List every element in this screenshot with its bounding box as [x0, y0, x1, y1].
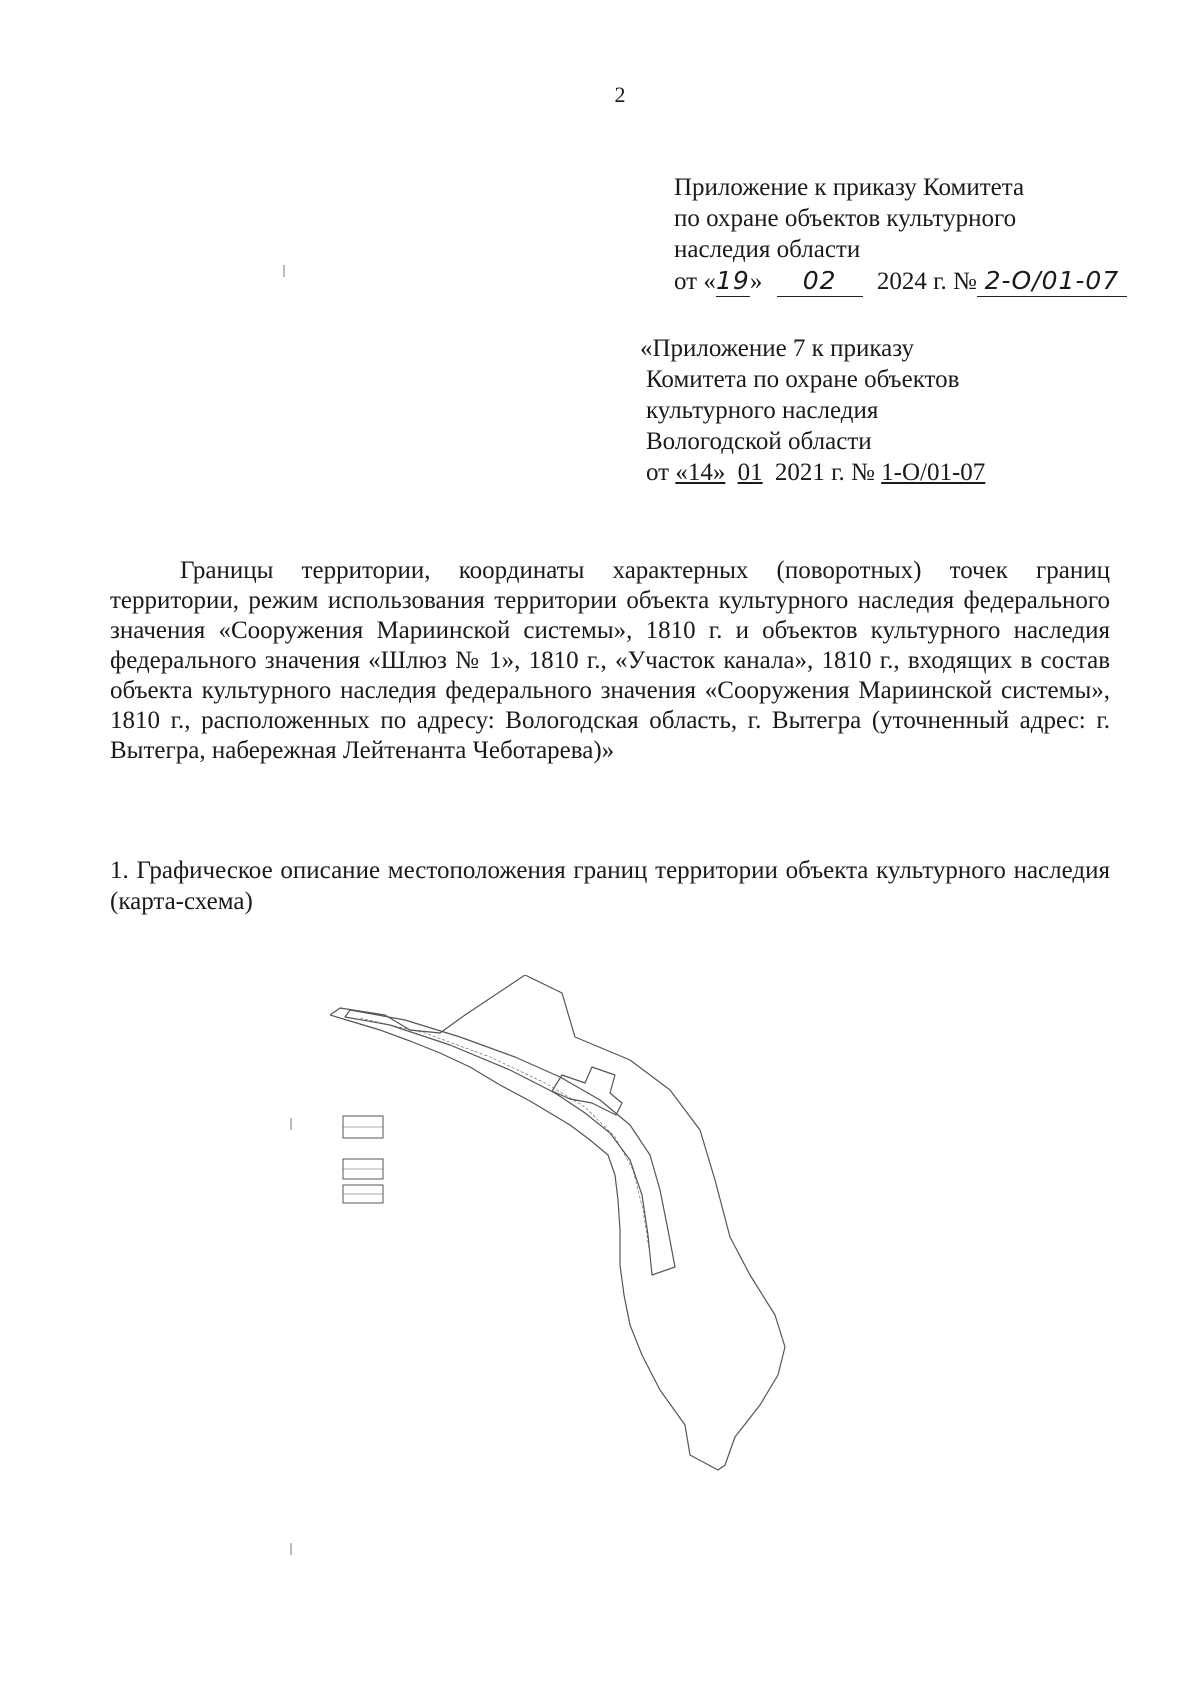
section-1-heading: 1. Графическое описание местоположения границ территории объекта культурного наследия (карта-схема) — [110, 857, 1110, 915]
lock-outline — [552, 1067, 622, 1115]
document-title: Границы территории, координаты характерных (поворотных) точек границ территории, режим использования территории объекта культурного наследия федерального значения «Сооружения Мариинской системы», 1810 г. и объектов культурного наследия федерального значения «Шлюз № 1», 1810 г., «Участок канала», 1810 г., входящих в состав объекта культурного наследия федерального значения «Сооружения Мариинской системы», 1810 г., расположенных по адресу: Вологодская область, г. Вытегра (уточненный адрес: г. Вытегра, набережная Лейтенанта Чеботарева)» — [110, 557, 1110, 764]
amended-line-2: Комитета по охране объектов — [646, 366, 960, 393]
amended-day: «14» — [675, 459, 726, 486]
handwritten-month: 02 — [777, 265, 863, 297]
quote-close: » — [749, 268, 763, 295]
amended-line-4: Вологодской области — [646, 428, 872, 455]
appendix-line-2: по охране объектов культурного — [674, 205, 1017, 232]
handwritten-order-number: 2-О/01-07 — [977, 265, 1127, 297]
scan-mark — [290, 1118, 292, 1130]
page-number: 2 — [614, 82, 626, 107]
amended-line-3: культурного наследия — [646, 397, 879, 424]
date-prefix: от « — [674, 268, 716, 295]
amended-year: 2021 г. № — [774, 459, 875, 486]
amended-line-1: «Приложение 7 к приказу — [640, 335, 915, 362]
appendix-date-line — [674, 265, 1127, 297]
scan-mark — [290, 1543, 292, 1555]
canal-section-outline — [345, 1010, 675, 1275]
order-year: 2024 г. № — [876, 268, 977, 295]
territory-boundary — [330, 975, 785, 1470]
amended-order-number: 1-О/01-07 — [881, 459, 986, 486]
handwritten-day: 19 — [715, 266, 750, 295]
legend — [343, 1116, 383, 1203]
territory-map-scheme — [330, 975, 890, 1485]
amended-date-line — [640, 457, 985, 488]
amended-appendix-header — [640, 333, 985, 488]
appendix-header — [674, 172, 1127, 297]
scan-mark — [283, 265, 285, 277]
amended-month: 01 — [737, 459, 763, 486]
amended-date-prefix: от — [646, 459, 676, 486]
appendix-line-1: Приложение к приказу Комитета — [674, 174, 1025, 201]
appendix-line-3: наследия области — [674, 236, 861, 263]
